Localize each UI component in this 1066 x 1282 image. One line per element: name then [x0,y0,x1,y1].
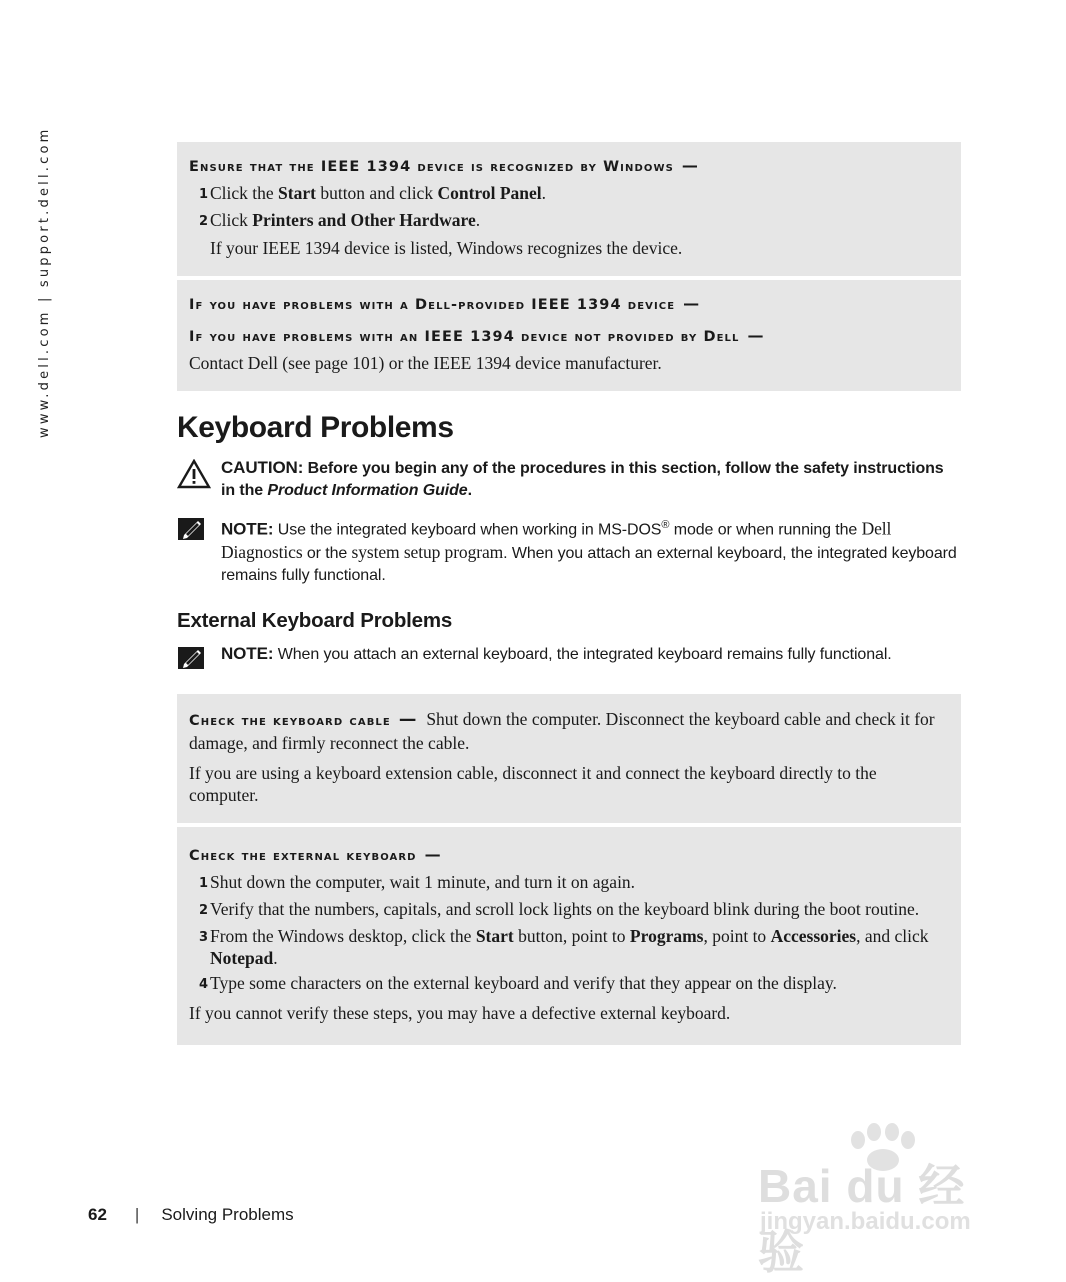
keyboard-cable-box [177,694,961,823]
ieee-recognized-box [177,142,961,276]
note-pencil-icon [177,514,221,587]
step-item: 2 Verify that the numbers, capitals, and scroll lock lights on the keyboard blink during the boot routine. [199,899,920,920]
step-item: 2 Click Printers and Other Hardware. [199,210,481,230]
box-text: If you are using a keyboard extension cable, disconnect it and connect the keyboard directly to the computer. [189,763,877,806]
box-heading: Check the external keyboard — [189,845,441,865]
footer-section: Solving Problems [161,1205,294,1224]
watermark-url: jingyan.baidu.com [760,1208,971,1235]
note-pencil-icon [177,643,221,676]
step-item: 3 From the Windows desktop, click the Start button, point to Programs, point to Accessories, and click Notepad. [199,926,929,969]
box-heading: If you have problems with an IEEE 1394 device not provided by Dell — [189,326,764,345]
box-text: Check the keyboard cable — Shut down the computer. Disconnect the keyboard cable and check it for damage, and firmly reconnect the cable. [189,709,935,754]
box-heading: Ensure that the IEEE 1394 device is recognized by Windows — [189,156,698,175]
subsection-title: External Keyboard Problems [177,609,453,633]
page-content [177,142,961,1049]
box-text: Contact Dell (see page 101) or the IEEE 1394 device manufacturer. [189,353,662,373]
section-title: Keyboard Problems [177,411,454,444]
box-text: If you cannot verify these steps, you may have a defective external keyboard. [189,1003,731,1024]
page-number: 62 [88,1205,107,1224]
step-item: 1 Click the Start button and click Control Panel. [199,183,547,203]
step-item: 1 Shut down the computer, wait 1 minute, and turn it on again. [199,872,636,893]
caution-icon [177,457,221,502]
external-keyboard-box [177,827,961,1045]
step-item: 4 Type some characters on the external keyboard and verify that they appear on the display. [199,973,837,994]
side-url: www.dell.com | support.dell.com [37,126,52,438]
page-footer [88,1205,294,1225]
box-heading: If you have problems with a Dell-provided IEEE 1394 device — [189,294,700,313]
caution-notice: CAUTION: Before you begin any of the procedures in this section, follow the safety instructions in the Product Information Guide. [177,457,961,502]
note-notice: NOTE: When you attach an external keyboard, the integrated keyboard remains fully functional. [177,643,961,676]
footer-separator: | [134,1205,140,1224]
box-note: If your IEEE 1394 device is listed, Windows recognizes the device. [210,238,683,258]
note-notice: NOTE: Use the integrated keyboard when working in MS-DOS® mode or when running the Dell Diagnostics or the system setup program. When you attach an external keyboard, the integrated keyboard remains fully functional. [177,514,961,587]
baidu-watermark [758,1122,1008,1278]
watermark-text: Bai du 经验 [758,1160,966,1278]
dell-provided-box [177,280,961,391]
